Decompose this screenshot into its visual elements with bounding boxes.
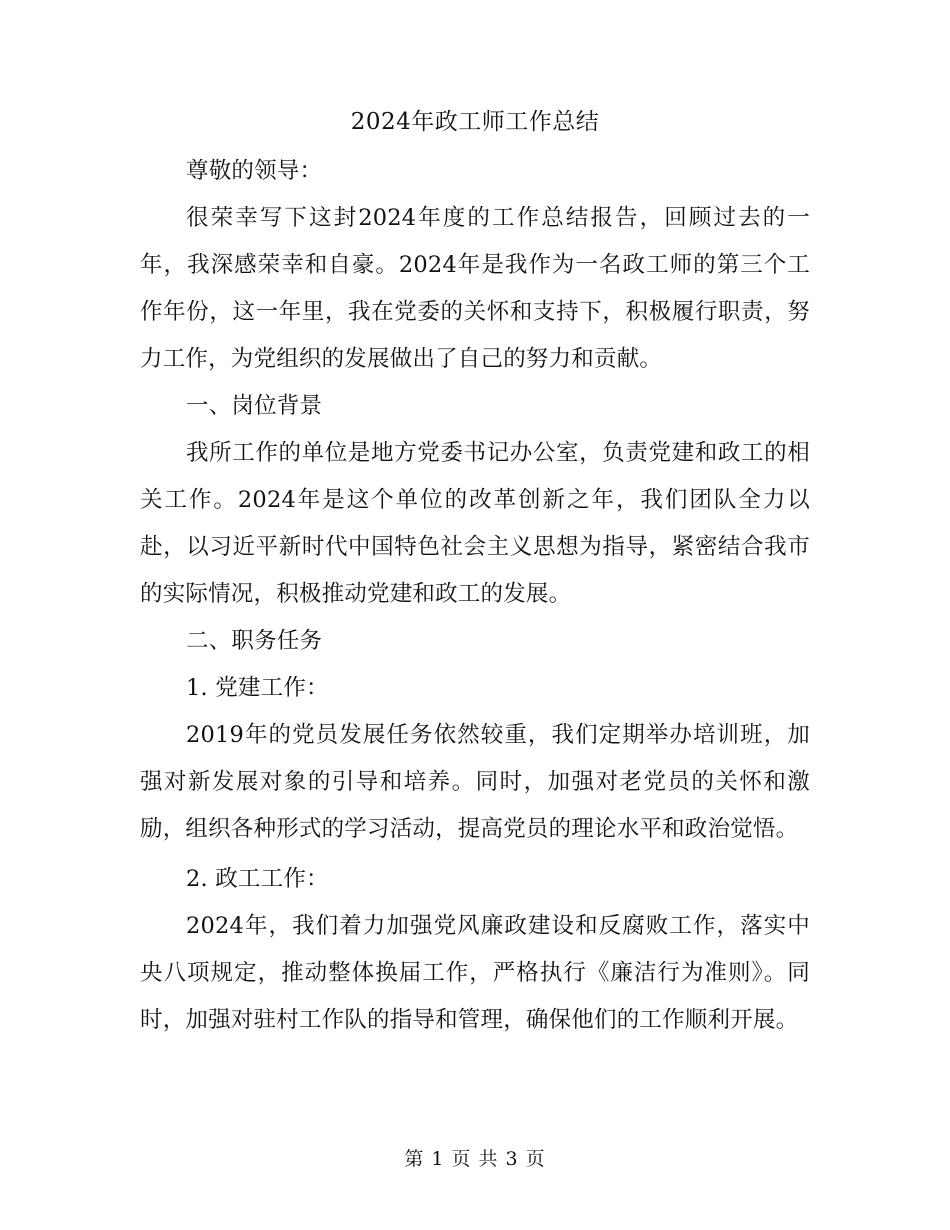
salutation: 尊敬的领导： [186, 158, 323, 184]
document-title: 2024年政工师工作总结 [350, 109, 600, 135]
section-heading-2: 二、职务任务 [186, 628, 323, 654]
subheading-political-work: 2. 政工工作： [186, 866, 329, 892]
background-paragraph: 我所工作的单位是地方党委书记办公室，负责党建和政工的相关工作。2024年是这个单位的改革创新之年，我们团队全力以赴，以习近平新时代中国特色社会主义思想为指导，紧密结合我市的实际情况，积极推动党建和政工的发展。 [140, 440, 810, 607]
page-number-footer: 第 1 页 共 3 页 [404, 1148, 546, 1170]
political-work-paragraph: 2024年，我们着力加强党风廉政建设和反腐败工作，落实中央八项规定，推动整体换届工作，严格执行《廉洁行为准则》。同时，加强对驻村工作队的指导和管理，确保他们的工作顺利开展。 [140, 913, 810, 1033]
party-building-paragraph: 2019年的党员发展任务依然较重，我们定期举办培训班，加强对新发展对象的引导和培养。同时，加强对老党员的关怀和激励，组织各种形式的学习活动，提高党员的理论水平和政治觉悟。 [140, 722, 810, 842]
intro-paragraph: 很荣幸写下这封2024年度的工作总结报告，回顾过去的一年，我深感荣幸和自豪。2024年是我作为一名政工师的第三个工作年份，这一年里，我在党委的关怀和支持下，积极履行职责，努力工作，为党组织的发展做出了自己的努力和贡献。 [140, 205, 810, 372]
document-body [140, 100, 810, 1044]
subheading-party-building: 1. 党建工作： [186, 675, 329, 701]
section-heading-1: 一、岗位背景 [186, 393, 323, 419]
